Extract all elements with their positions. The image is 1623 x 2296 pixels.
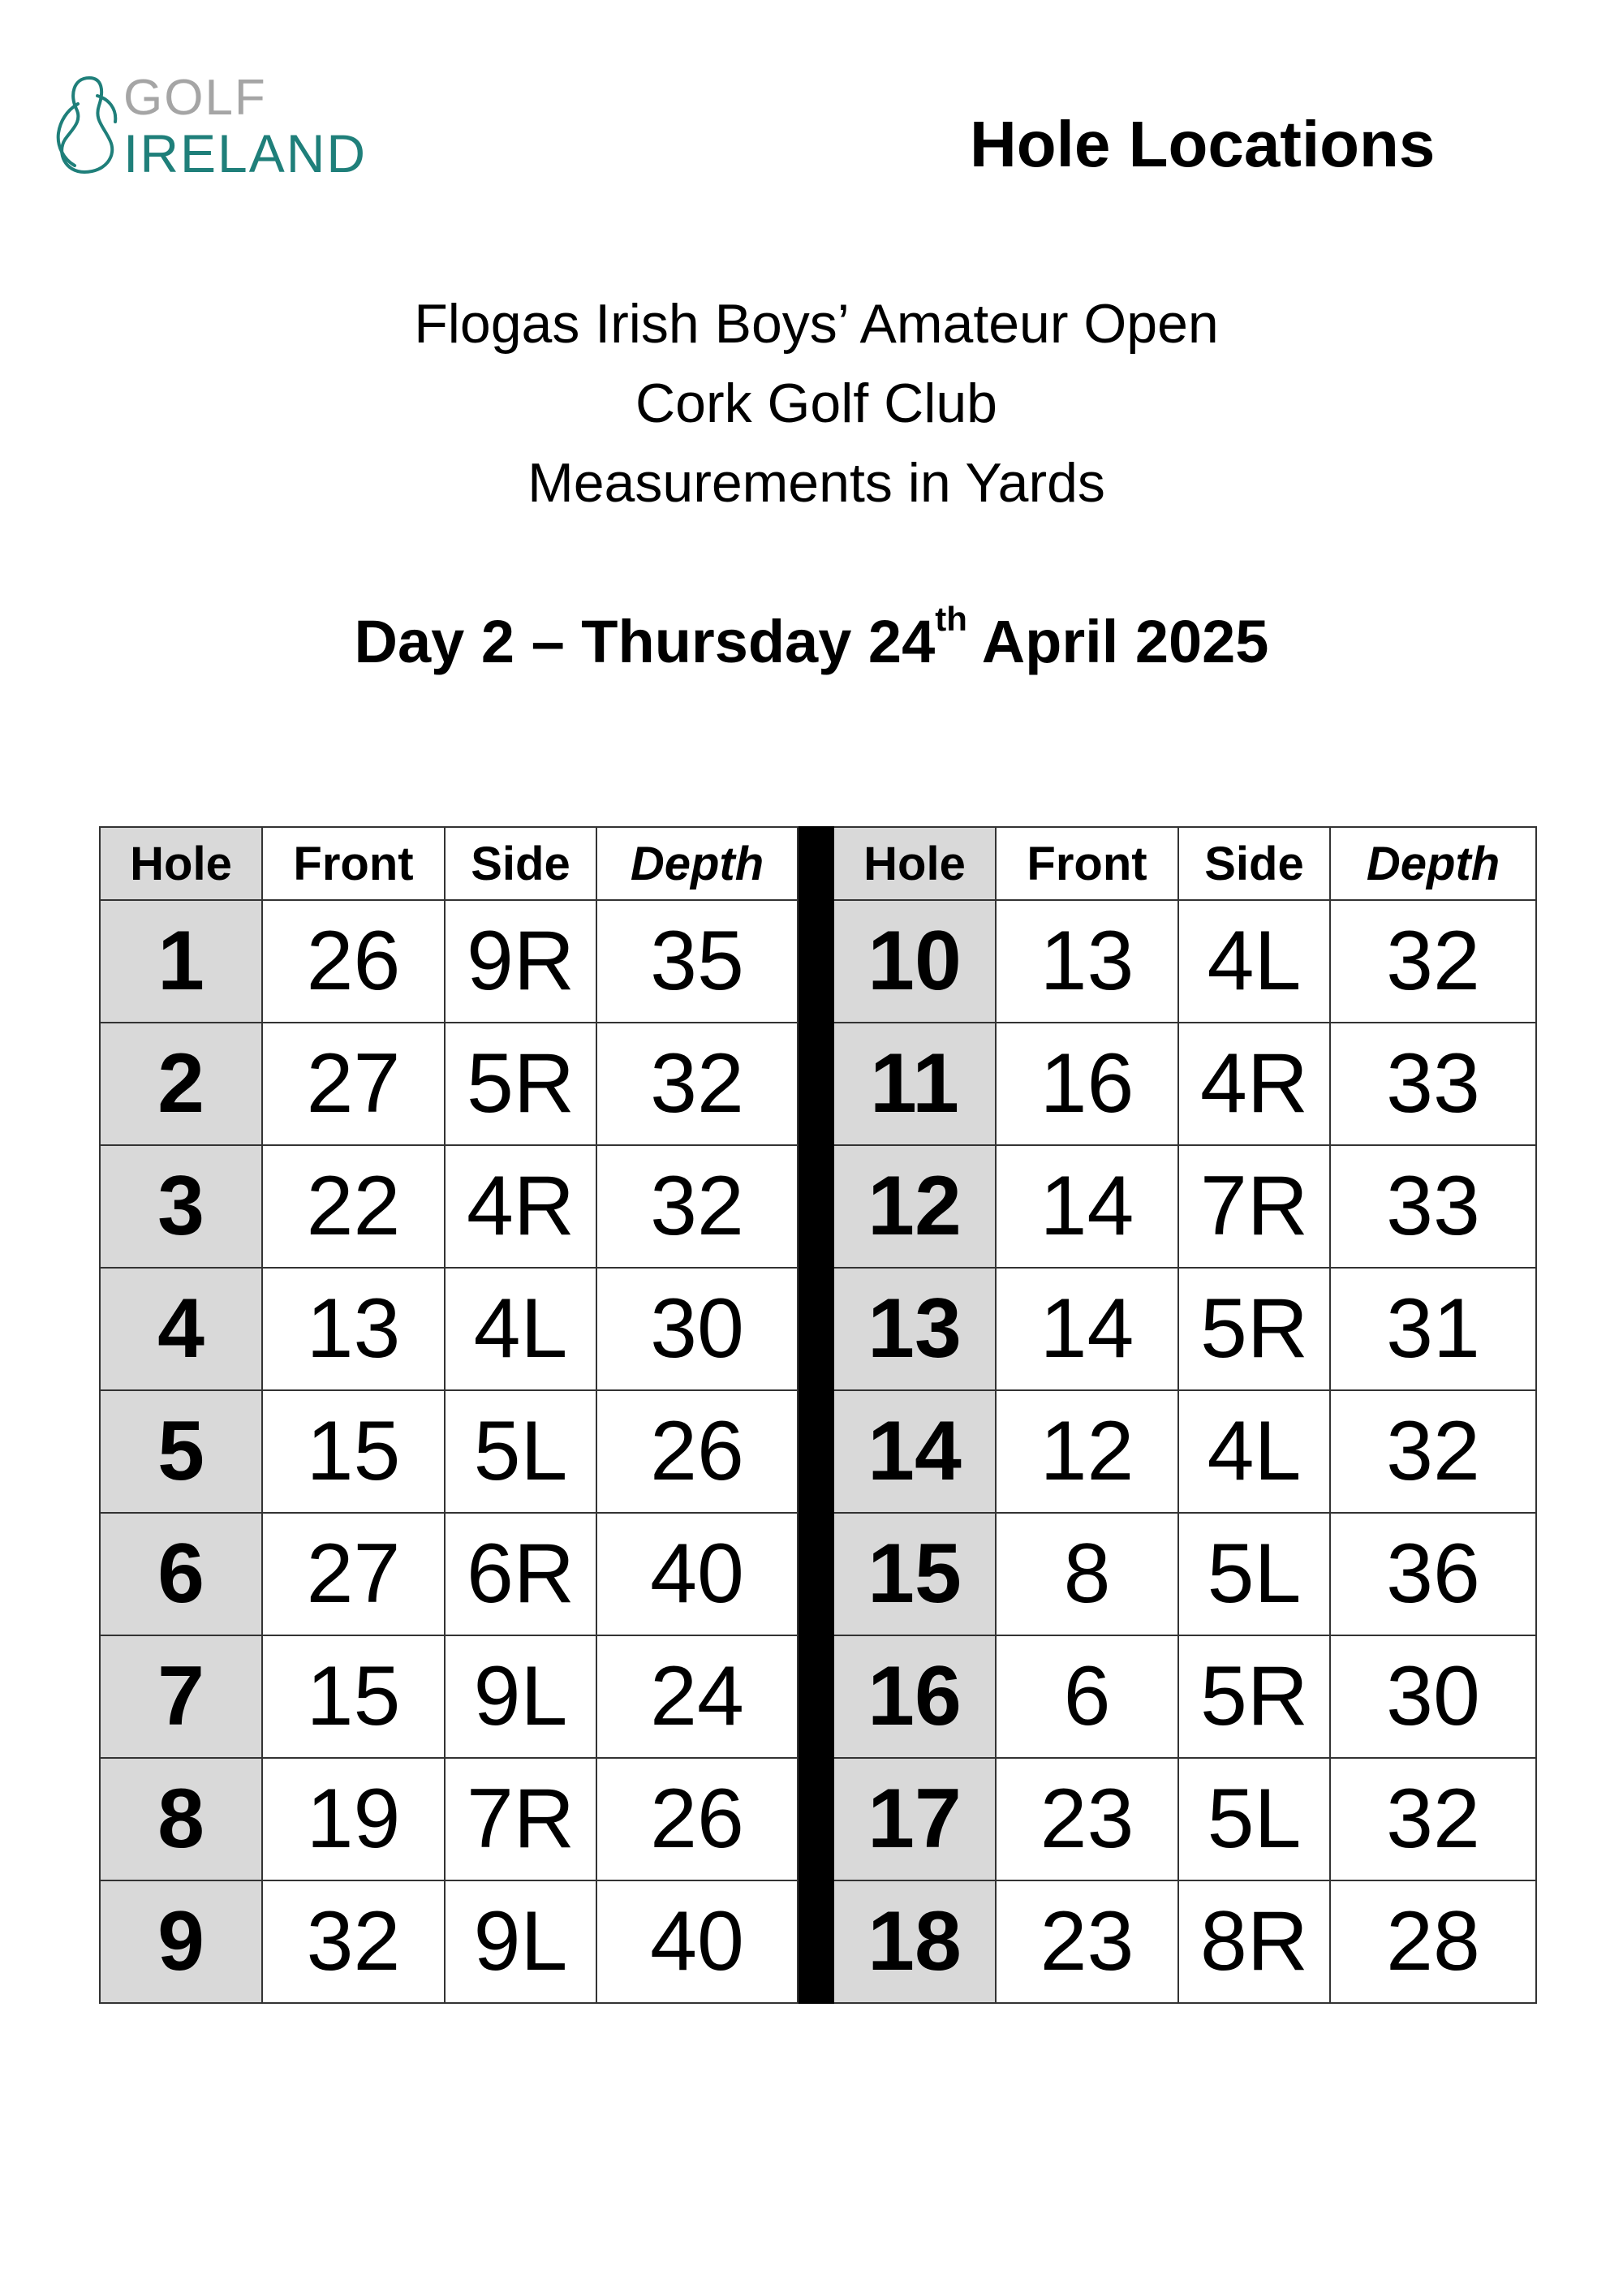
table-header-row bbox=[100, 827, 1536, 900]
front-value: 19 bbox=[262, 1758, 445, 1880]
table-row bbox=[100, 1390, 1536, 1513]
hole-number: 17 bbox=[833, 1758, 996, 1880]
table-row bbox=[100, 1268, 1536, 1390]
column-divider bbox=[798, 1513, 833, 1635]
side-value: 9L bbox=[445, 1880, 596, 2003]
side-value: 5R bbox=[1178, 1268, 1330, 1390]
front-value: 15 bbox=[262, 1390, 445, 1513]
hole-number: 6 bbox=[100, 1513, 262, 1635]
side-value: 5L bbox=[445, 1390, 596, 1513]
depth-value: 33 bbox=[1330, 1145, 1536, 1268]
side-value: 4R bbox=[1178, 1023, 1330, 1145]
side-value: 7R bbox=[445, 1758, 596, 1880]
depth-value: 30 bbox=[596, 1268, 798, 1390]
day-heading-rest: April 2025 bbox=[966, 608, 1269, 675]
front-value: 23 bbox=[996, 1880, 1178, 2003]
hole-number: 11 bbox=[833, 1023, 996, 1145]
event-info bbox=[0, 284, 1623, 523]
hole-number: 5 bbox=[100, 1390, 262, 1513]
side-value: 7R bbox=[1178, 1145, 1330, 1268]
front-value: 6 bbox=[996, 1635, 1178, 1758]
front-value: 14 bbox=[996, 1268, 1178, 1390]
hole-number: 2 bbox=[100, 1023, 262, 1145]
depth-value: 40 bbox=[596, 1880, 798, 2003]
side-value: 9L bbox=[445, 1635, 596, 1758]
depth-value: 26 bbox=[596, 1390, 798, 1513]
side-value: 4L bbox=[1178, 900, 1330, 1023]
golf-ireland-logo-icon bbox=[49, 71, 127, 177]
depth-value: 35 bbox=[596, 900, 798, 1023]
side-value: 6R bbox=[445, 1513, 596, 1635]
header-side: Side bbox=[1178, 827, 1330, 900]
table-row bbox=[100, 1023, 1536, 1145]
hole-number: 3 bbox=[100, 1145, 262, 1268]
hole-number: 18 bbox=[833, 1880, 996, 2003]
front-value: 16 bbox=[996, 1023, 1178, 1145]
units-note: Measurements in Yards bbox=[527, 452, 1105, 514]
depth-value: 28 bbox=[1330, 1880, 1536, 2003]
front-value: 13 bbox=[996, 900, 1178, 1023]
header-hole: Hole bbox=[833, 827, 996, 900]
header-depth: Depth bbox=[596, 827, 798, 900]
depth-value: 32 bbox=[596, 1023, 798, 1145]
front-value: 32 bbox=[262, 1880, 445, 2003]
event-name: Flogas Irish Boys’ Amateur Open bbox=[414, 293, 1219, 355]
depth-value: 36 bbox=[1330, 1513, 1536, 1635]
side-value: 4R bbox=[445, 1145, 596, 1268]
front-value: 12 bbox=[996, 1390, 1178, 1513]
column-divider bbox=[798, 827, 833, 900]
depth-value: 31 bbox=[1330, 1268, 1536, 1390]
side-value: 5R bbox=[445, 1023, 596, 1145]
page-title: Hole Locations bbox=[970, 108, 1436, 180]
hole-number: 4 bbox=[100, 1268, 262, 1390]
front-value: 14 bbox=[996, 1145, 1178, 1268]
header-hole: Hole bbox=[100, 827, 262, 900]
depth-value: 30 bbox=[1330, 1635, 1536, 1758]
table-row bbox=[100, 900, 1536, 1023]
table-row bbox=[100, 1880, 1536, 2003]
logo-ireland-text: IRELAND bbox=[123, 123, 368, 183]
table-row bbox=[100, 1635, 1536, 1758]
depth-value: 32 bbox=[1330, 900, 1536, 1023]
depth-value: 24 bbox=[596, 1635, 798, 1758]
venue-name: Cork Golf Club bbox=[635, 373, 997, 434]
hole-number: 7 bbox=[100, 1635, 262, 1758]
column-divider bbox=[798, 1268, 833, 1390]
hole-number: 15 bbox=[833, 1513, 996, 1635]
header-front: Front bbox=[996, 827, 1178, 900]
hole-number: 16 bbox=[833, 1635, 996, 1758]
depth-value: 26 bbox=[596, 1758, 798, 1880]
day-heading-ordinal: th bbox=[935, 600, 967, 638]
day-heading bbox=[0, 600, 1623, 676]
side-value: 4L bbox=[445, 1268, 596, 1390]
hole-number: 14 bbox=[833, 1390, 996, 1513]
side-value: 5L bbox=[1178, 1758, 1330, 1880]
column-divider bbox=[798, 1635, 833, 1758]
front-value: 27 bbox=[262, 1023, 445, 1145]
logo-golf-text: GOLF bbox=[123, 70, 267, 126]
front-value: 8 bbox=[996, 1513, 1178, 1635]
table-row bbox=[100, 1513, 1536, 1635]
column-divider bbox=[798, 1880, 833, 2003]
side-value: 8R bbox=[1178, 1880, 1330, 2003]
front-value: 22 bbox=[262, 1145, 445, 1268]
header-front: Front bbox=[262, 827, 445, 900]
depth-value: 32 bbox=[596, 1145, 798, 1268]
front-value: 15 bbox=[262, 1635, 445, 1758]
table-row bbox=[100, 1758, 1536, 1880]
header-depth: Depth bbox=[1330, 827, 1536, 900]
side-value: 4L bbox=[1178, 1390, 1330, 1513]
hole-number: 13 bbox=[833, 1268, 996, 1390]
column-divider bbox=[798, 1390, 833, 1513]
depth-value: 32 bbox=[1330, 1758, 1536, 1880]
side-value: 5R bbox=[1178, 1635, 1330, 1758]
golf-ireland-logo bbox=[49, 70, 406, 183]
hole-number: 1 bbox=[100, 900, 262, 1023]
front-value: 13 bbox=[262, 1268, 445, 1390]
header-side: Side bbox=[445, 827, 596, 900]
column-divider bbox=[798, 1758, 833, 1880]
column-divider bbox=[798, 1145, 833, 1268]
depth-value: 40 bbox=[596, 1513, 798, 1635]
day-heading-prefix: Day 2 – Thursday 24 bbox=[354, 608, 936, 675]
column-divider bbox=[798, 900, 833, 1023]
hole-locations-table bbox=[99, 826, 1537, 2004]
hole-number: 12 bbox=[833, 1145, 996, 1268]
hole-number: 10 bbox=[833, 900, 996, 1023]
hole-number: 9 bbox=[100, 1880, 262, 2003]
depth-value: 32 bbox=[1330, 1390, 1536, 1513]
table-row bbox=[100, 1145, 1536, 1268]
front-value: 26 bbox=[262, 900, 445, 1023]
front-value: 27 bbox=[262, 1513, 445, 1635]
front-value: 23 bbox=[996, 1758, 1178, 1880]
depth-value: 33 bbox=[1330, 1023, 1536, 1145]
side-value: 5L bbox=[1178, 1513, 1330, 1635]
column-divider bbox=[798, 1023, 833, 1145]
hole-number: 8 bbox=[100, 1758, 262, 1880]
side-value: 9R bbox=[445, 900, 596, 1023]
